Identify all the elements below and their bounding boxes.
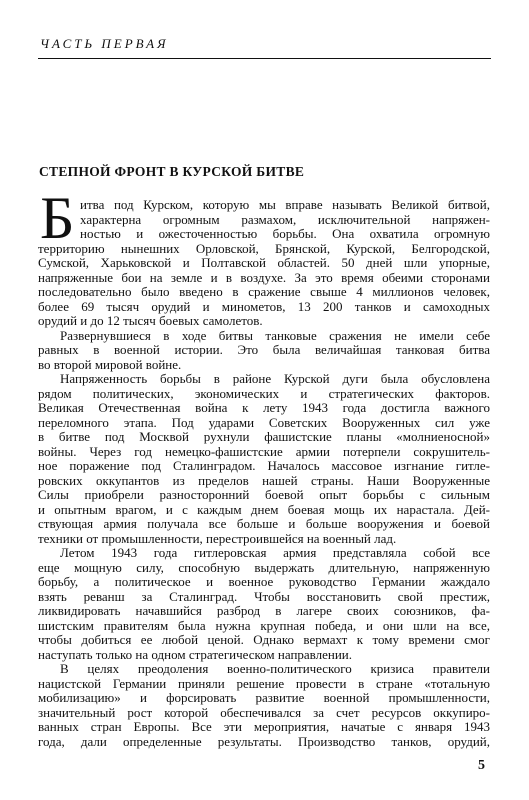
text-line: еще мощную силу, способную выдержать длительную, напряженную [38,559,490,575]
paragraph [38,329,490,373]
text-line: В целях преодоления военно-политического кризиса правители [60,661,490,676]
text-line: ликвидировать начавшийся разброд в лагере своих союзников, фа- [38,603,490,618]
text-line: характерна огромным размахом, исключительной напряжен- [80,211,490,227]
paragraph [38,372,490,546]
article-body [38,198,490,749]
text-line: последовательно было введено в сражение свыше 4 миллионов человек, [38,284,490,299]
text-line: Напряженность борьбы в районе Курской дуги была обусловлена [60,371,490,386]
text-line: борьбу, а политическое и военное руководство Германии жаждало [38,574,490,589]
text-line: итва под Курском, которую мы вправе называть Великой битвой, [80,197,490,212]
text-line: более 69 тысяч орудий и минометов, 13 200 танков и самоходных [38,298,490,314]
text-line: Великая Отечественная война к лету 1943 года достигла важного [38,400,490,415]
text-line: Летом 1943 года гитлеровская армия представляла собой все [60,545,490,560]
text-line: войны. Через год немецко-фашистские армии потерпели сокрушитель- [38,443,490,459]
text-line: наступать только на одном стратегическом направлении. [38,646,353,662]
text-line: Сумской, Харьковской и Полтавской областей. 50 дней шли упорные, [38,255,490,270]
text-line: равных в военной истории. Это была величайшая танковая битва [38,342,490,357]
text-line: рядом политических, экономических и стратегических факторов. [38,385,490,401]
text-line: и опытным врагом, и с каждым днем боевая мощь их нарастала. Дей- [38,501,490,517]
drop-cap: Б [40,185,75,251]
text-line: года, дали определенные результаты. Производство танков, орудий, [38,733,490,749]
text-line: орудий и до 12 тысяч боевых самолетов. [38,313,263,328]
text-line: значительный рост которой обеспечивался за счет ресурсов оккупиро- [38,704,490,720]
text-line: ностью и ожесточенностью борьбы. Она охватила огромную [80,226,490,241]
text-line: ровских оккупантов из пределов нашей страны. Наши Вооруженные [38,472,490,488]
paragraph [38,546,490,662]
paragraph [38,198,490,329]
text-line: в битве под Москвой рухнули фашистские планы «молниеносной» [38,429,490,444]
page-number: 5 [478,758,485,773]
text-line: шистским правителям была нужна крупная победа, и они шли на все, [38,617,490,633]
text-line: техники от промышленности, перестроившейся на военный лад. [38,530,397,546]
header-rule [38,58,491,59]
article-title: СТЕПНОЙ ФРОНТ В КУРСКОЙ БИТВЕ [39,164,305,179]
text-line: Развернувшиеся в ходе битвы танковые сражения не имели себе [60,327,490,343]
text-line: ствующая армия получала все больше и больше вооружения и боевой [38,516,490,531]
text-line: чтобы добиться ее любой ценой. Однако вермахт к тому времени смог [38,632,490,647]
text-line: территорию нынешних Орловской, Брянской, Курской, Белгородской, [38,240,490,256]
text-line: Силы приобрели разносторонний боевой опыт борьбы с сильным [38,487,490,502]
text-line: во второй мировой войне. [38,356,182,372]
text-line: переломного этапа. Под ударами Советских Вооруженных сил уже [38,414,490,430]
text-line: ванных стран Европы. Все эти мероприятия, начатые с января 1943 [38,719,490,734]
paragraph [38,662,490,749]
running-title: ЧАСТЬ ПЕРВАЯ [40,36,169,51]
text-line: взять реванш за Сталинград. Чтобы восстановить свой престиж, [38,588,490,604]
text-line: мобилизацию» и форсировать развитие военной промышленности, [38,690,490,705]
text-line: нацистской Германии приняли решение провести в стране «тотальную [38,675,490,691]
text-line: напряженные бои на земле и в воздухе. За это время обеими сторонами [38,269,490,285]
text-line: ное поражение под Сталинградом. Началось массовое изгнание гитле- [38,458,490,473]
